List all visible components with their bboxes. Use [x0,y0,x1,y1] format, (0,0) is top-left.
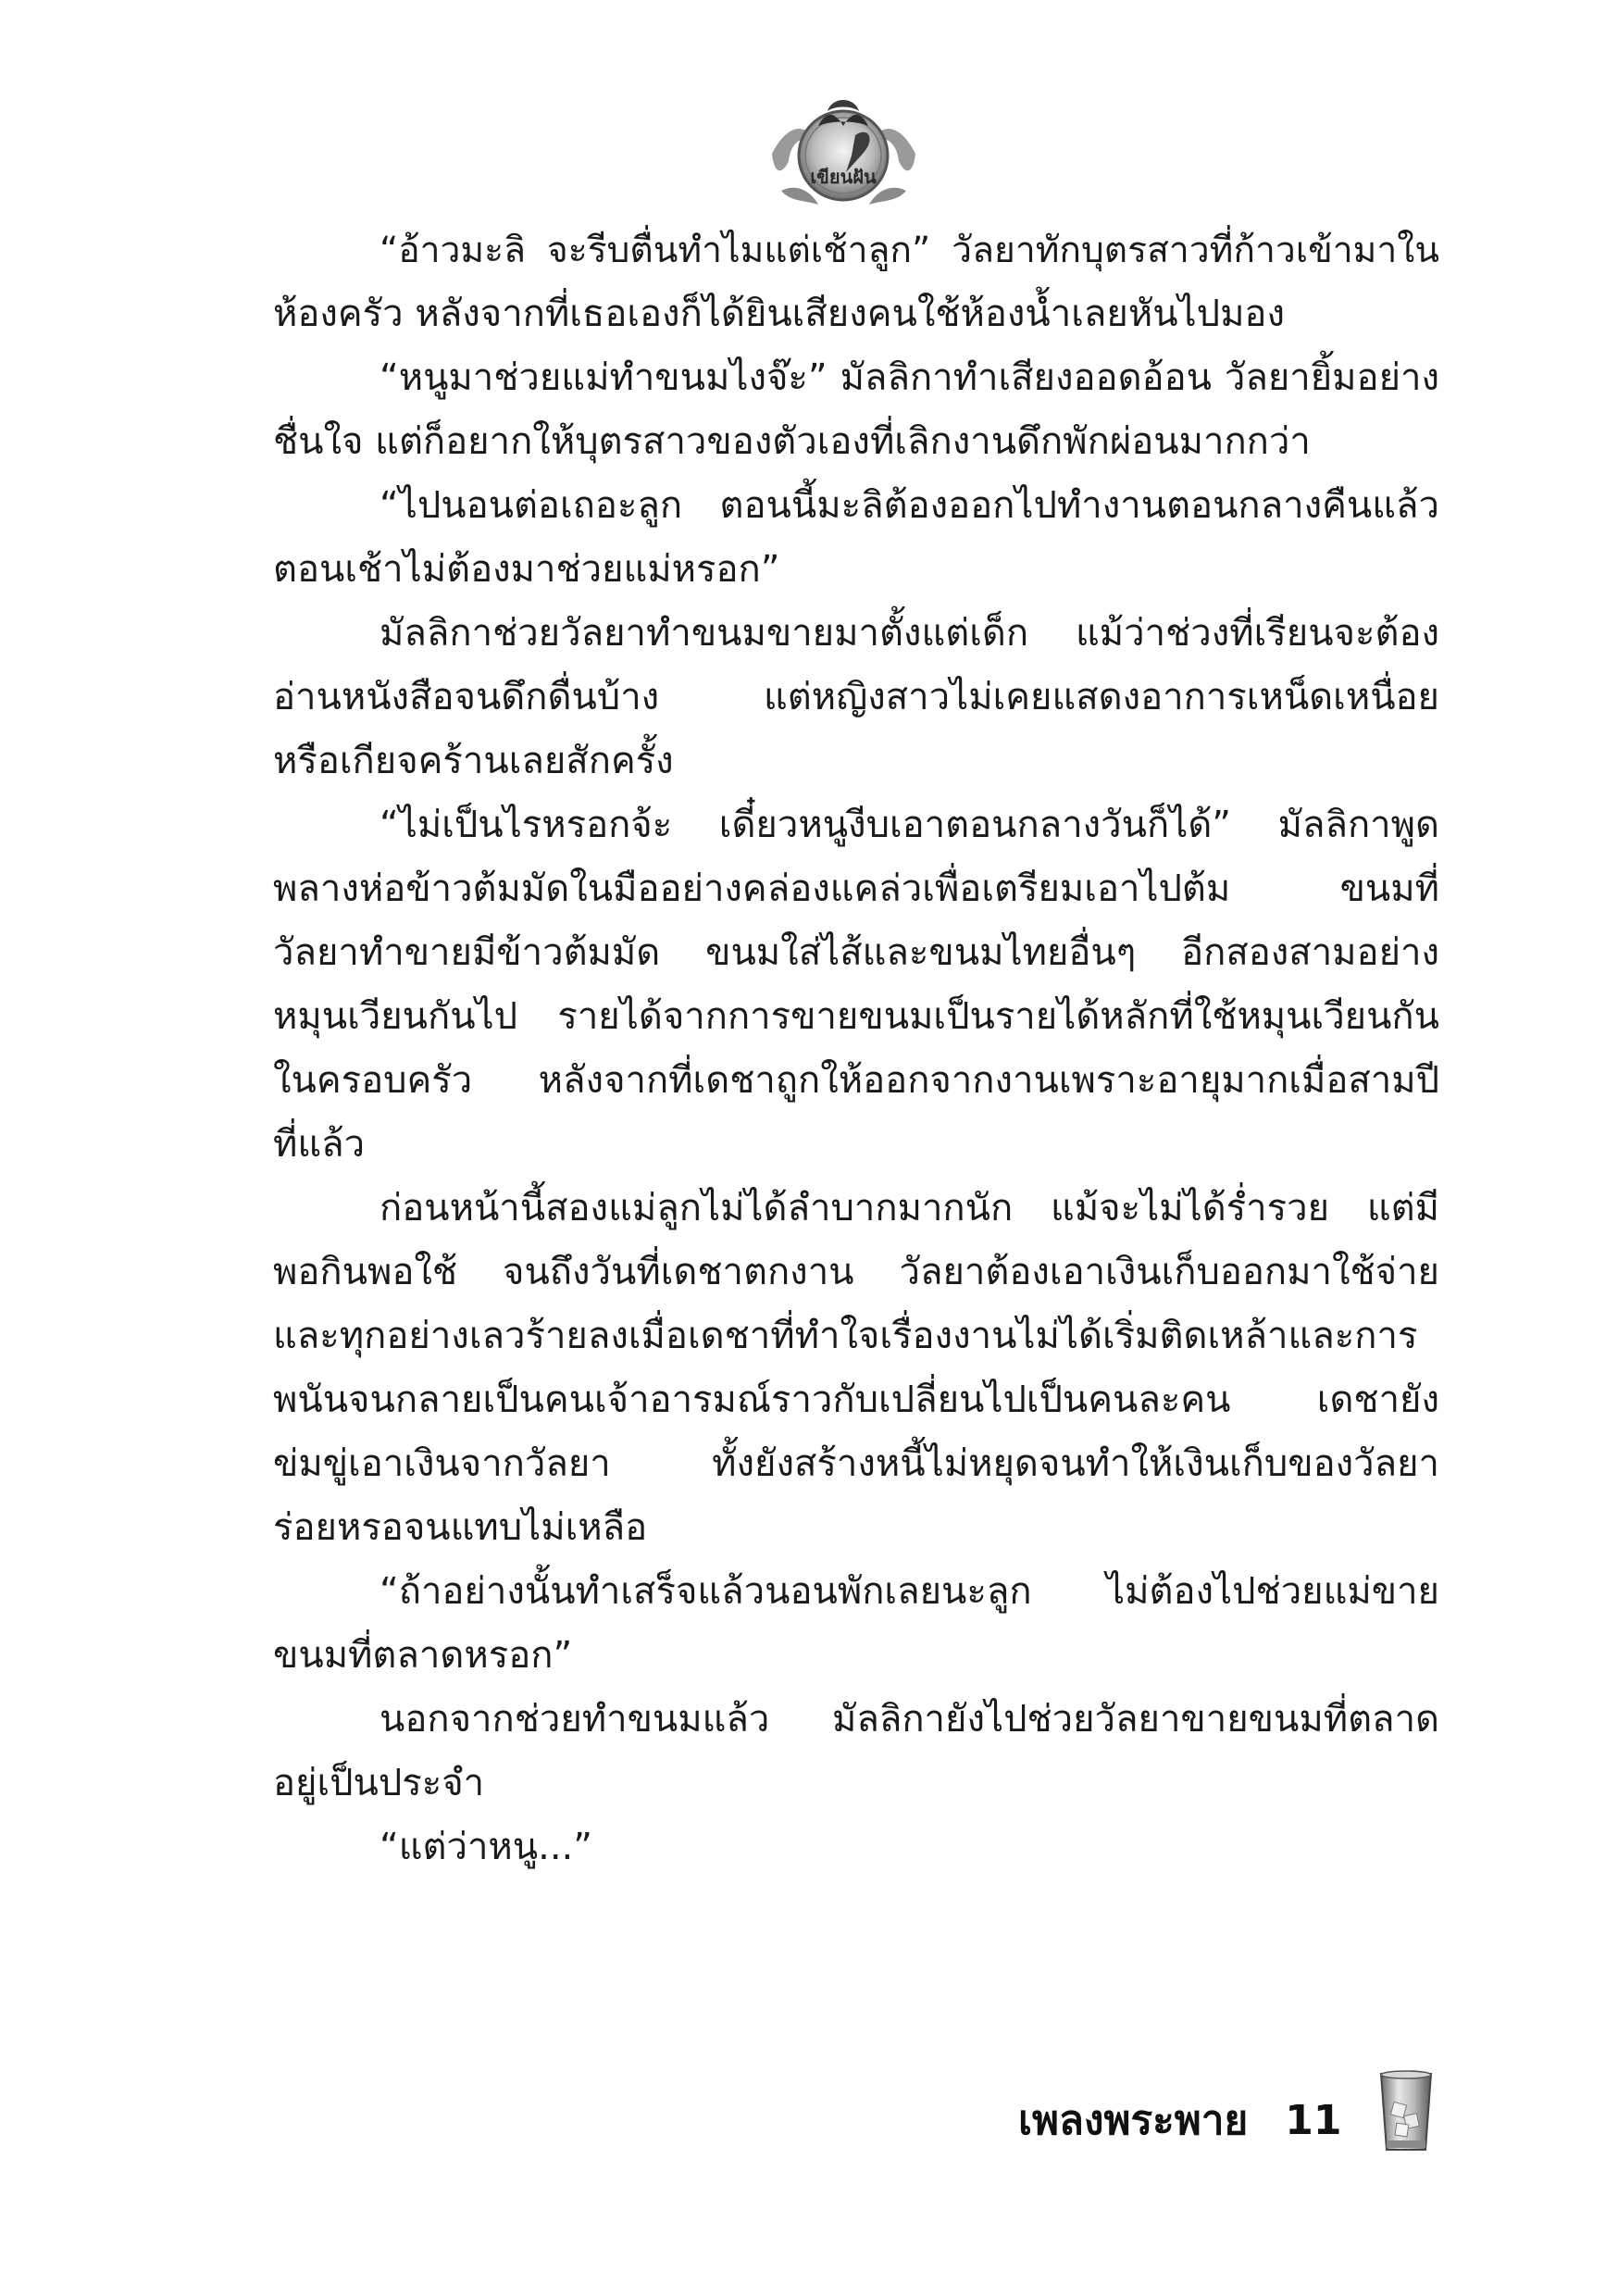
text-line: และทุกอย่างเลวร้ายลงเมื่อเดชาที่ทำใจเรื่องงานไม่ได้เริ่มติดเหล้าและการ [273,1315,1418,1357]
text-line: ตอนเช้าไม่ต้องมาช่วยแม่หรอก” [273,548,780,591]
text-line: พลางห่อข้าวต้มมัดในมืออย่างคล่องแคล่วเพื่อเตรียมเอาไปต้ม ขนมที่ [273,867,1439,910]
page-footer [1018,2083,1342,2157]
text-line: ข่มขู่เอาเงินจากวัลยา ทั้งยังสร้างหนี้ไม่หยุดจนทำให้เงินเก็บของวัลยา [273,1442,1439,1485]
logo-text: เขียนฝัน [810,166,877,188]
text-line: พนันจนกลายเป็นคนเจ้าอารมณ์ราวกับเปลี่ยนไปเป็นคนละคน เดชายัง [273,1379,1439,1421]
text-line: หรือเกียจคร้านเลยสักครั้ง [273,740,674,782]
text-line: “หนูมาช่วยแม่ทำขนมไงจ๊ะ” มัลลิกาทำเสียงออดอ้อน วัลยายิ้มอย่าง [380,356,1439,399]
text-line: “ถ้าอย่างนั้นทำเสร็จแล้วนอนพักเลยนะลูก ไม่ต้องไปช่วยแม่ขาย [380,1570,1439,1613]
text-line: หมุนเวียนกันไป รายได้จากการขายขนมเป็นรายได้หลักที่ใช้หมุนเวียนกัน [273,995,1439,1038]
logo-emblem-icon [763,89,925,214]
text-line: ร่อยหรอจนแทบไม่เหลือ [273,1506,648,1549]
text-line: อ่านหนังสือจนดึกดื่นบ้าง แต่หญิงสาวไม่เคยแสดงอาการเหน็ดเหนื่อย [273,676,1439,718]
page-number: 11 [1285,2096,1342,2144]
text-line: ก่อนหน้านี้สองแม่ลูกไม่ได้ลำบากมากนัก แม้จะไม่ได้ร่ำรวย แต่มี [380,1187,1439,1229]
book-title: เพลงพระพาย [1018,2097,1249,2144]
text-line: “อ้าวมะลิ จะรีบตื่นทำไมแต่เช้าลูก” วัลยาทักบุตรสาวที่ก้าวเข้ามาใน [380,230,1439,271]
text-line: ในครอบครัว หลังจากที่เดชาถูกให้ออกจากงานเพราะอายุมากเมื่อสามปี [273,1059,1439,1102]
text-line: ที่แล้ว [273,1123,366,1166]
text-line: ห้องครัว หลังจากที่เธอเองก็ได้ยินเสียงคนใช้ห้องน้ำเลยหันไปมอง [273,293,1285,335]
body-text [273,218,1439,1879]
text-line: ชื่นใจ แต่ก็อยากให้บุตรสาวของตัวเองที่เลิกงานดึกพักผ่อนมากกว่า [273,420,1311,463]
publisher-logo [763,89,925,214]
text-line: นอกจากช่วยทำขนมแล้ว มัลลิกายังไปช่วยวัลยาขายขนมที่ตลาด [380,1698,1439,1741]
text-line: พอกินพอใช้ จนถึงวันที่เดชาตกงาน วัลยาต้องเอาเงินเก็บออกมาใช้จ่าย [273,1251,1439,1293]
text-line: วัลยาทำขายมีข้าวต้มมัด ขนมใส่ไส้และขนมไทยอื่นๆ อีกสองสามอย่าง [273,931,1439,974]
text-line: ขนมที่ตลาดหรอก” [273,1634,573,1677]
text-line: “ไปนอนต่อเถอะลูก ตอนนี้มะลิต้องออกไปทำงานตอนกลางคืนแล้ว [380,484,1439,527]
text-line: อยู่เป็นประจำ [273,1762,485,1804]
glass-icon [1377,2070,1435,2153]
text-line: “ไม่เป็นไรหรอกจ้ะ เดี๋ยวหนูงีบเอาตอนกลางวันก็ได้” มัลลิกาพูด [380,804,1439,846]
text-line: มัลลิกาช่วยวัลยาทำขนมขายมาตั้งแต่เด็ก แม้ว่าช่วงที่เรียนจะต้อง [380,612,1439,655]
text-line: “แต่ว่าหนู...” [380,1826,592,1868]
